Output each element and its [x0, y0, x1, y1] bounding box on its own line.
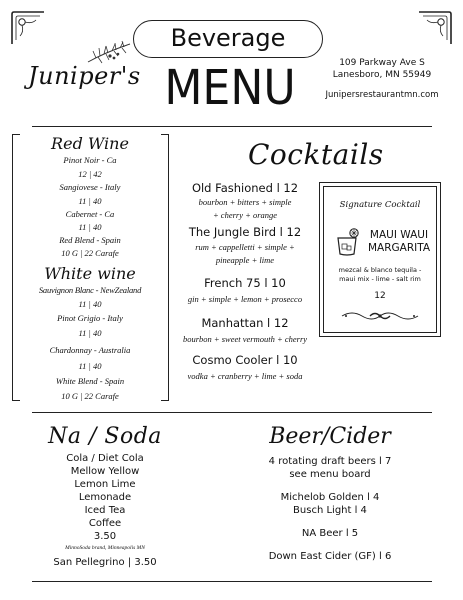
red-wine-heading: Red Wine — [51, 134, 129, 153]
cider-down-east: Down East Cider (GF) l 6 — [268, 551, 392, 562]
white-wine-item-4-name: White Blend - Spain — [55, 376, 125, 386]
red-wine-item-1-name: Pinot Noir - Ca — [63, 155, 117, 165]
cocktail-1-desc-line-1: bourbon + bitters + simple — [198, 197, 292, 207]
san-pellegrino-item: San Pellegrino | 3.50 — [53, 557, 157, 568]
cocktail-5-name: Cosmo Cooler l 10 — [192, 353, 298, 367]
red-wine-item-2-name: Sangiovese - Italy — [59, 182, 121, 192]
website-link[interactable]: Junipersrestaurantmn.com — [325, 90, 439, 100]
na-soda-item-3: Lemon Lime — [74, 479, 136, 490]
na-soda-heading: Na / Soda — [48, 424, 162, 449]
signature-desc-line-1: mezcal & blanco tequila - — [338, 266, 422, 274]
cocktail-3-desc-line-1: gin + simple + lemon + prosecco — [187, 294, 303, 304]
white-wine-item-2-price: 11 | 40 — [78, 328, 102, 338]
cocktail-2-desc-line-1: rum + cappelletti + simple + — [195, 242, 295, 252]
cocktail-1-name: Old Fashioned l 12 — [191, 181, 299, 195]
beer-draft-line-2: see menu board — [289, 469, 371, 480]
header-divider — [32, 126, 432, 127]
beer-busch: Busch Light l 4 — [293, 505, 367, 516]
white-wine-item-3-price: 11 | 40 — [78, 361, 102, 371]
signature-price: 12 — [374, 291, 386, 301]
cocktails-heading: Cocktails — [248, 138, 384, 171]
red-wine-item-1-price: 12 | 42 — [78, 169, 102, 179]
white-wine-item-3-name: Chardonnay - Australia — [49, 345, 131, 355]
white-wine-item-4-price: 10 G | 22 Carafe — [61, 391, 119, 401]
na-soda-item-1: Cola / Diet Cola — [66, 453, 144, 464]
banner-title: Beverage — [170, 24, 286, 52]
restaurant-logo-text: Juniper's — [28, 62, 141, 90]
na-soda-item-2: Mellow Yellow — [70, 466, 140, 477]
white-wine-item-2-name: Pinot Grigio - Italy — [57, 313, 123, 323]
cocktail-2-name: The Jungle Bird l 12 — [188, 225, 302, 239]
menu-title: MENU — [164, 60, 296, 116]
cocktail-4-desc-line-1: bourbon + sweet vermouth + cherry — [182, 334, 308, 344]
signature-heading: Signature Cocktail — [339, 200, 421, 210]
address-line-1: 109 Parkway Ave S — [339, 58, 425, 68]
cocktail-glass-icon — [333, 227, 361, 257]
corner-ornament-top-right-icon — [417, 10, 453, 46]
red-wine-item-4-name: Red Blend - Spain — [59, 235, 121, 245]
na-soda-price: 3.50 — [93, 531, 117, 542]
na-soda-item-5: Iced Tea — [84, 505, 126, 516]
beer-cider-heading: Beer/Cider — [269, 424, 391, 449]
beer-draft-line-1: 4 rotating draft beers l 7 — [268, 456, 392, 467]
cocktail-5-desc-line-1: vodka + cranberry + lime + soda — [187, 371, 303, 381]
red-wine-item-4-price: 10 G | 22 Carafe — [61, 248, 119, 258]
red-wine-item-3-name: Cabernet - Ca — [65, 209, 115, 219]
mid-divider — [32, 412, 432, 413]
red-wine-item-2-price: 11 | 40 — [78, 196, 102, 206]
wine-bracket-left — [12, 134, 20, 401]
white-wine-heading: White wine — [44, 264, 136, 283]
address-line-2: Lanesboro, MN 55949 — [332, 70, 432, 80]
cocktail-3-name: French 75 l 10 — [204, 276, 286, 290]
beer-na: NA Beer l 5 — [301, 528, 359, 539]
flourish-divider-icon — [340, 309, 420, 323]
signature-name-line-1: MAUI WAUI — [369, 229, 429, 241]
na-soda-item-6: Coffee — [88, 518, 122, 529]
corner-ornament-top-left-icon — [10, 10, 46, 46]
cocktail-1-desc-line-2: + cherry + orange — [212, 210, 278, 220]
signature-name-line-2: MARGARITA — [367, 242, 431, 254]
beer-michelob: Michelob Golden l 4 — [280, 492, 380, 503]
red-wine-item-3-price: 11 | 40 — [78, 222, 102, 232]
na-soda-item-4: Lemonade — [78, 492, 132, 503]
footer-divider — [32, 581, 432, 582]
white-wine-item-1-price: 11 | 40 — [78, 299, 102, 309]
wine-bracket-right — [161, 134, 169, 401]
na-soda-note: MinnoSoda brand, Minneapolis MN — [65, 545, 145, 551]
white-wine-item-1-name: Sauvignon Blanc - NewZealand — [38, 285, 142, 295]
cocktail-2-desc-line-2: pineapple + lime — [215, 255, 275, 265]
cocktail-4-name: Manhattan l 12 — [201, 316, 289, 330]
signature-desc-line-2: maui mix - lime - salt rim — [339, 275, 421, 283]
